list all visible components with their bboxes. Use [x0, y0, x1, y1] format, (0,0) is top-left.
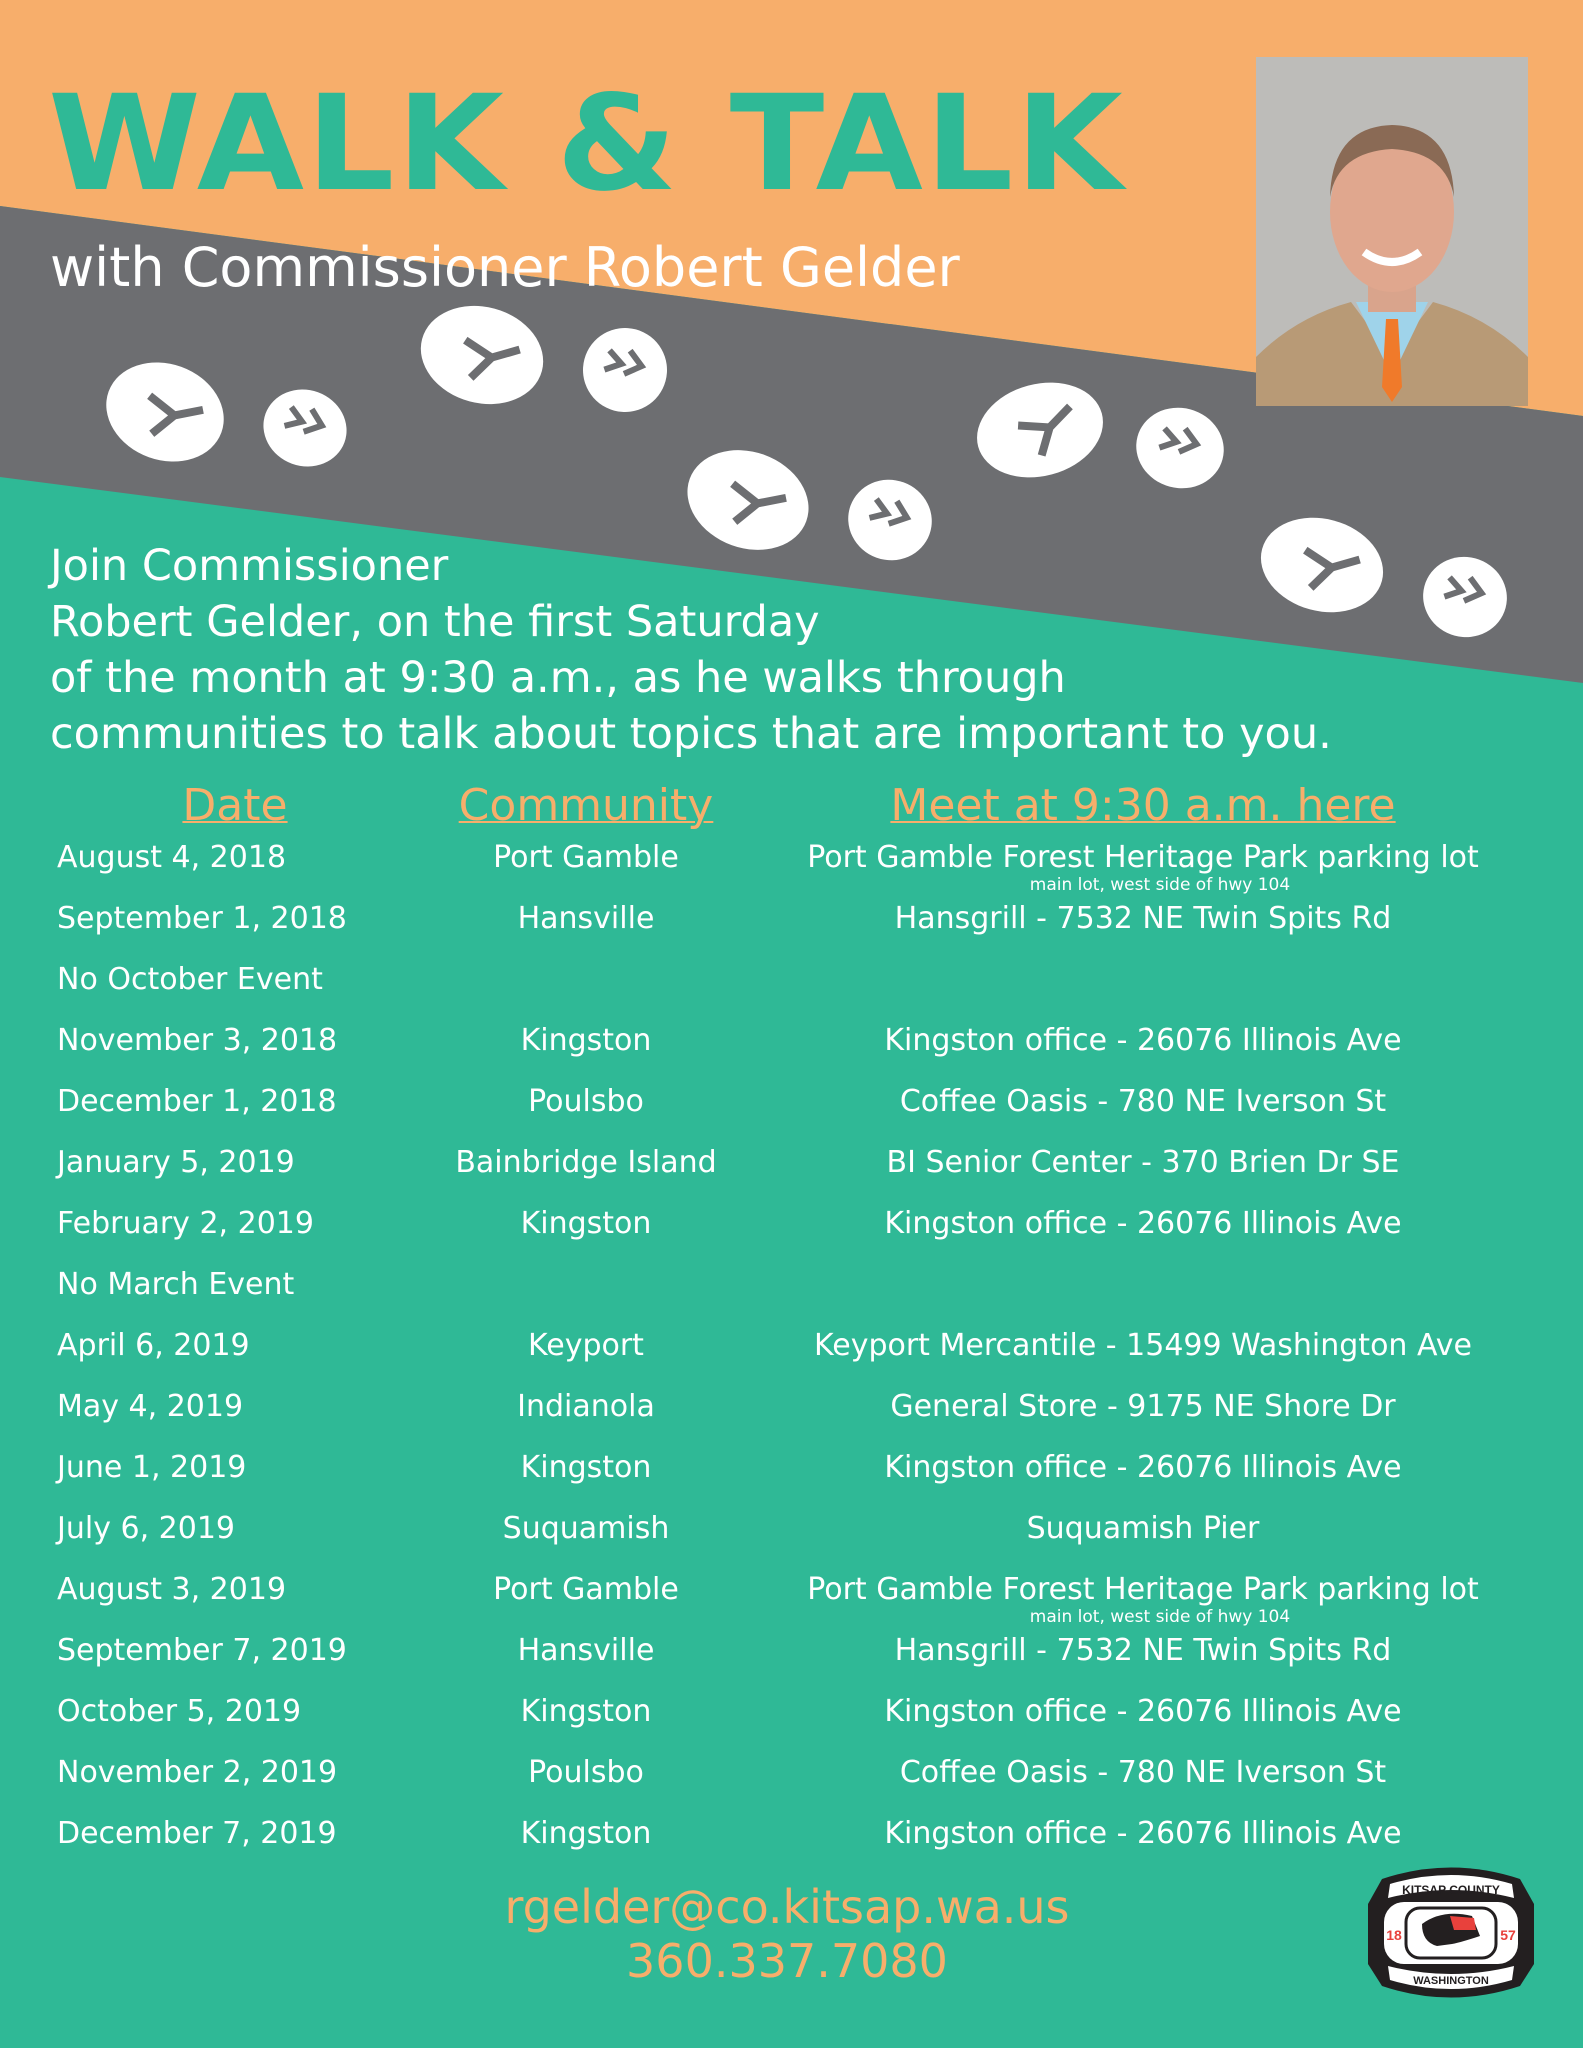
row-meeting-place: Kingston office - 26076 Illinois Ave	[884, 1816, 1402, 1851]
header-community: Community	[458, 780, 714, 831]
row-meeting-place: Hansgrill - 7532 NE Twin Spits Rd	[894, 1633, 1392, 1668]
row-date: No March Event	[57, 1267, 295, 1302]
table-row	[0, 1755, 1583, 1816]
table-row	[0, 1328, 1583, 1389]
row-date: February 2, 2019	[57, 1206, 314, 1241]
table-row	[0, 1206, 1583, 1267]
row-date: May 4, 2019	[57, 1389, 244, 1424]
row-community: Bainbridge Island	[455, 1145, 717, 1180]
intro-text	[50, 538, 1332, 762]
table-row	[0, 1084, 1583, 1145]
table-row	[0, 962, 1583, 1023]
row-date: August 4, 2018	[57, 840, 287, 875]
row-date: December 1, 2018	[57, 1084, 337, 1119]
commissioner-photo	[1256, 57, 1528, 406]
svg-text:WASHINGTON: WASHINGTON	[1413, 1975, 1489, 1987]
row-date: July 6, 2019	[57, 1511, 235, 1546]
intro-line: Join Commissioner	[50, 541, 449, 591]
table-row	[0, 1023, 1583, 1084]
row-community: Indianola	[517, 1389, 655, 1424]
row-date: December 7, 2019	[57, 1816, 337, 1851]
subtitle: with Commissioner Robert Gelder	[50, 236, 960, 299]
row-meeting-place: Kingston office - 26076 Illinois Ave	[884, 1206, 1402, 1241]
row-meeting-place: Suquamish Pier	[1026, 1511, 1260, 1546]
row-meeting-place: Coffee Oasis - 780 NE Iverson St	[899, 1755, 1387, 1790]
svg-text:18: 18	[1386, 1927, 1402, 1943]
row-community: Kingston	[520, 1816, 652, 1851]
intro-line: Robert Gelder, on the first Saturday	[50, 597, 820, 647]
intro-line: communities to talk about topics that are important to you.	[50, 709, 1332, 759]
table-row	[0, 1450, 1583, 1511]
row-meeting-place: Coffee Oasis - 780 NE Iverson St	[899, 1084, 1387, 1119]
table-row	[0, 840, 1583, 901]
email-link[interactable]: rgelder@co.kitsap.wa.us	[504, 1880, 1070, 1934]
row-date: January 5, 2019	[57, 1145, 295, 1180]
svg-text:KITSAP COUNTY: KITSAP COUNTY	[1402, 1883, 1500, 1897]
table-row	[0, 1633, 1583, 1694]
header-date: Date	[182, 780, 288, 831]
row-meeting-place: Kingston office - 26076 Illinois Ave	[884, 1023, 1402, 1058]
row-community: Poulsbo	[528, 1084, 644, 1119]
row-community: Hansville	[517, 1633, 655, 1668]
row-community: Port Gamble	[493, 1572, 679, 1607]
row-meeting-place: Port Gamble Forest Heritage Park parking lot	[807, 840, 1479, 875]
row-meeting-place: Kingston office - 26076 Illinois Ave	[884, 1694, 1402, 1729]
row-meeting-place: Hansgrill - 7532 NE Twin Spits Rd	[894, 901, 1392, 936]
row-community: Kingston	[520, 1450, 652, 1485]
kitsap-county-seal-logo	[1362, 1864, 1540, 2000]
table-row	[0, 1267, 1583, 1328]
row-date: August 3, 2019	[57, 1572, 287, 1607]
row-date: September 7, 2019	[57, 1633, 347, 1668]
row-community: Kingston	[520, 1023, 652, 1058]
table-row	[0, 901, 1583, 962]
table-row	[0, 1145, 1583, 1206]
row-date: No October Event	[57, 962, 323, 997]
row-community: Kingston	[520, 1694, 652, 1729]
row-note: main lot, west side of hwy 104	[1029, 1607, 1291, 1627]
row-community: Port Gamble	[493, 840, 679, 875]
row-meeting-place: Port Gamble Forest Heritage Park parking lot	[807, 1572, 1479, 1607]
intro-line: of the month at 9:30 a.m., as he walks through	[50, 653, 1066, 703]
table-row	[0, 1511, 1583, 1572]
row-community: Suquamish	[502, 1511, 670, 1546]
svg-text:57: 57	[1500, 1927, 1516, 1943]
row-date: June 1, 2019	[57, 1450, 247, 1485]
row-meeting-place: Keyport Mercantile - 15499 Washington Ave	[814, 1328, 1472, 1363]
row-date: April 6, 2019	[57, 1328, 250, 1363]
row-note: main lot, west side of hwy 104	[1029, 875, 1291, 895]
table-row	[0, 1816, 1583, 1877]
phone-number: 360.337.7080	[626, 1934, 948, 1988]
row-date: September 1, 2018	[57, 901, 347, 936]
row-community: Poulsbo	[528, 1755, 644, 1790]
page-title: WALK & TALK	[48, 67, 1125, 221]
header-meet: Meet at 9:30 a.m. here	[890, 780, 1396, 831]
table-row	[0, 1572, 1583, 1633]
table-row	[0, 1389, 1583, 1450]
row-community: Hansville	[517, 901, 655, 936]
row-community: Keyport	[528, 1328, 644, 1363]
table-row	[0, 1694, 1583, 1755]
row-date: November 3, 2018	[57, 1023, 338, 1058]
row-date: October 5, 2019	[57, 1694, 302, 1729]
row-date: November 2, 2019	[57, 1755, 338, 1790]
row-meeting-place: Kingston office - 26076 Illinois Ave	[884, 1450, 1402, 1485]
row-meeting-place: BI Senior Center - 370 Brien Dr SE	[886, 1145, 1400, 1180]
row-meeting-place: General Store - 9175 NE Shore Dr	[890, 1389, 1396, 1424]
row-community: Kingston	[520, 1206, 652, 1241]
